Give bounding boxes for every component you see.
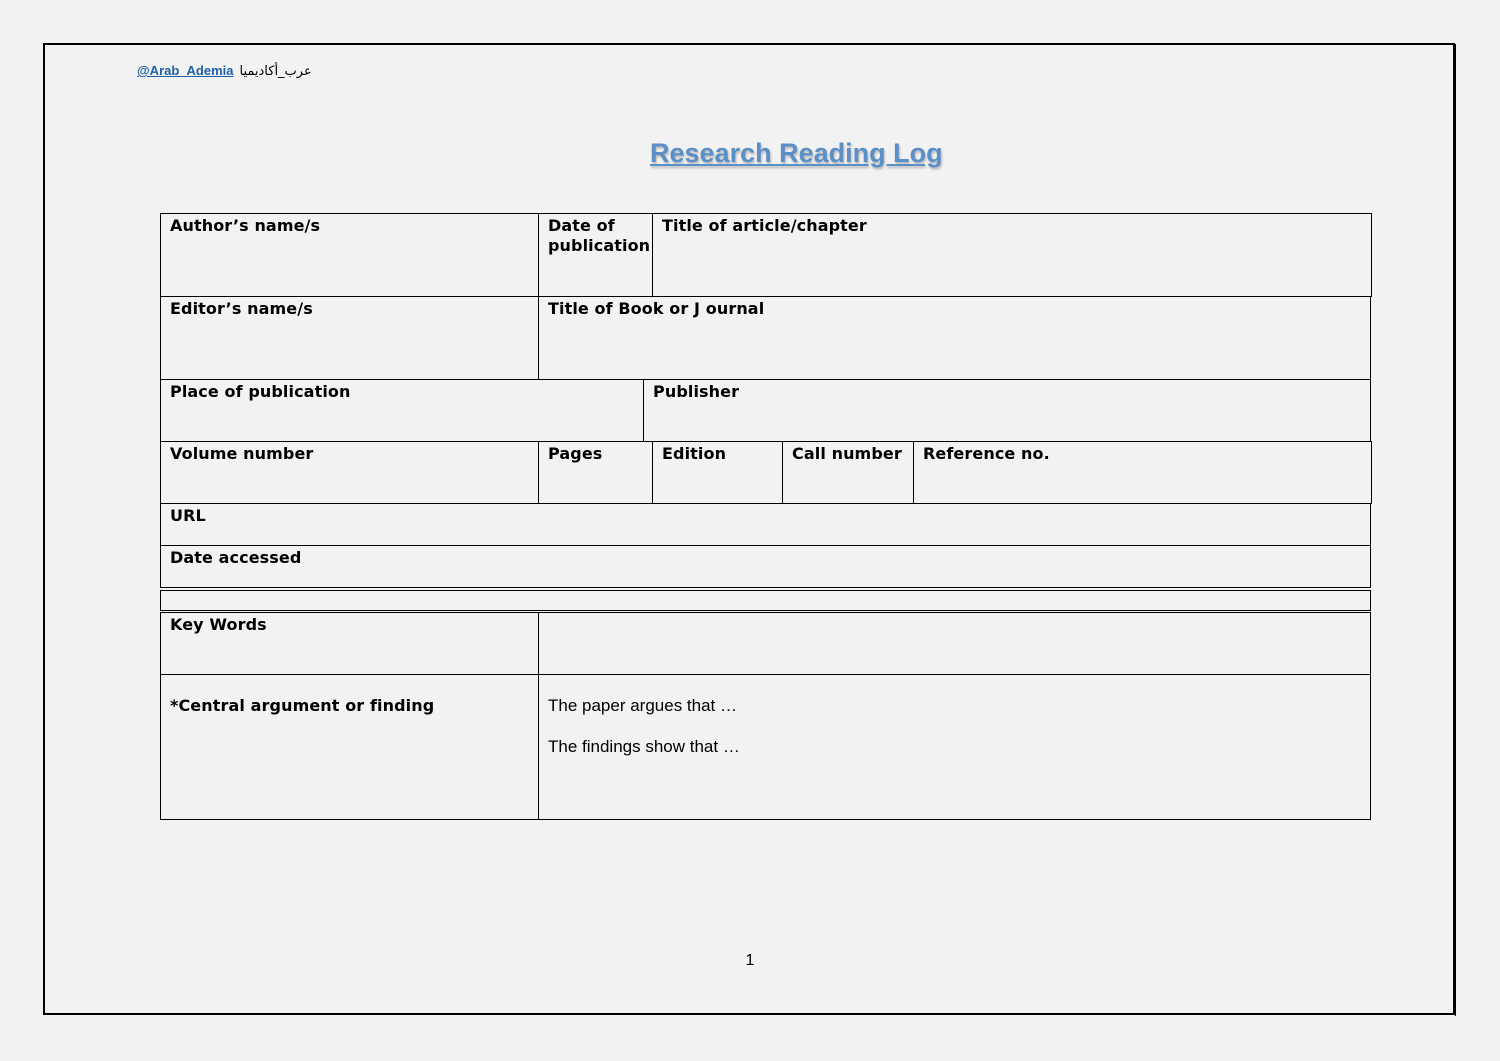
editor-cell[interactable] <box>160 296 539 380</box>
title-book-label: Title of Book or J ournal <box>548 299 765 318</box>
central-argument-label-cell <box>160 674 539 820</box>
editor-label: Editor’s name/s <box>170 299 313 318</box>
central-argument-label: *Central argument or finding <box>170 696 435 715</box>
call-number-label: Call number <box>792 444 902 463</box>
author-label: Author’s name/s <box>170 216 321 235</box>
title-book-cell[interactable] <box>538 296 1371 380</box>
url-cell[interactable] <box>160 503 1371 546</box>
key-words-label: Key Words <box>170 615 267 634</box>
page-title: Research Reading Log <box>650 138 943 168</box>
edition-cell[interactable] <box>652 441 783 504</box>
social-handle-link[interactable]: @Arab_Ademia <box>137 63 234 78</box>
place-of-publication-cell[interactable] <box>160 379 644 442</box>
volume-number-cell[interactable] <box>160 441 539 504</box>
central-argument-value-cell[interactable] <box>538 674 1371 820</box>
place-of-publication-label: Place of publication <box>170 382 351 401</box>
volume-number-label: Volume number <box>170 444 314 463</box>
reference-number-label: Reference no. <box>923 444 1050 463</box>
author-cell[interactable] <box>160 213 539 297</box>
reference-number-cell[interactable] <box>913 441 1372 504</box>
page-number: 1 <box>745 952 755 969</box>
date-accessed-cell[interactable] <box>160 545 1371 588</box>
publisher-label: Publisher <box>653 382 740 401</box>
page-border-double-edge <box>1455 44 1458 1016</box>
date-of-publication-label-line2: publication <box>548 236 651 255</box>
publisher-cell[interactable] <box>643 379 1371 442</box>
date-accessed-label: Date accessed <box>170 548 302 567</box>
key-words-value-cell[interactable] <box>538 612 1371 675</box>
date-of-publication-label-line1: Date of <box>548 216 615 235</box>
edition-label: Edition <box>662 444 727 463</box>
call-number-cell[interactable] <box>782 441 914 504</box>
header <box>137 63 312 79</box>
title-article-label: Title of article/chapter <box>662 216 867 235</box>
pages-cell[interactable] <box>538 441 653 504</box>
arabic-brand-name: عرب_أكاديميا <box>239 64 312 79</box>
argument-line-2: The findings show that … <box>548 737 740 756</box>
url-label: URL <box>170 506 206 525</box>
key-words-label-cell <box>160 612 539 675</box>
spacer-row <box>160 590 1371 611</box>
pages-label: Pages <box>548 444 603 463</box>
title-article-cell[interactable] <box>652 213 1372 297</box>
argument-line-1: The paper argues that … <box>548 696 738 715</box>
date-of-publication-cell[interactable] <box>538 213 653 297</box>
